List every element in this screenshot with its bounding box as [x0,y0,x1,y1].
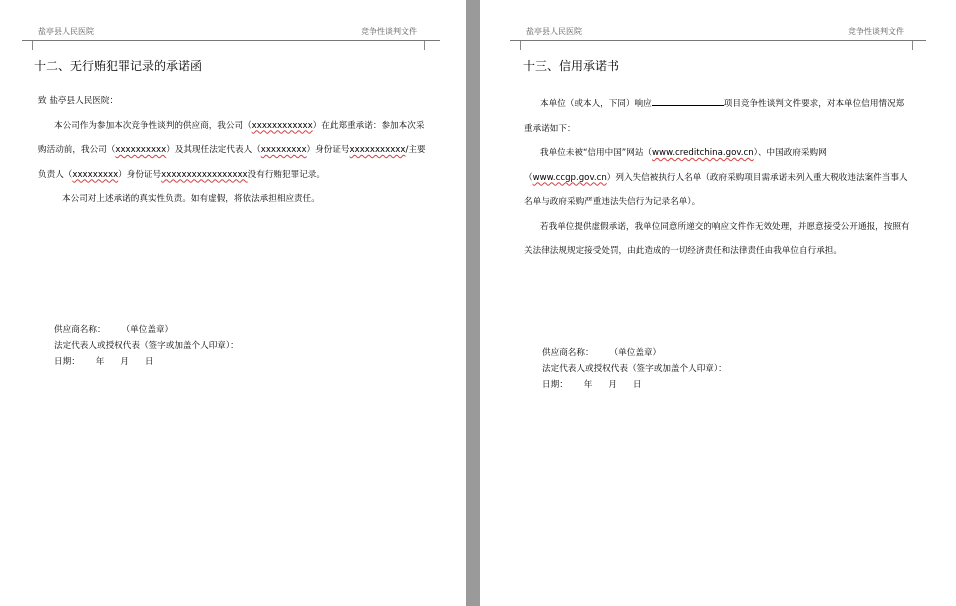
header-left-text: 盐亭县人民医院 [38,27,94,36]
header-right-text: 竞争性谈判文件 [361,27,417,36]
letter-body [38,89,430,212]
paragraph-blacklist: 我单位未被“信用中国”网站（www.creditchina.gov.cn）、中国政府采购网（www.ccgp.gov.cn）列入失信被执行人名单（政府采购项目需承诺未列入重大税收违法案件当事人名单与政府采购严重违法失信行为记录名单）。 [524,148,908,207]
salutation: 致 盐亭县人民医院： [38,96,119,106]
project-name-blank[interactable] [652,96,724,106]
document-page-right [480,0,956,606]
header-rule [22,40,440,41]
crop-mark-top-right [424,40,435,50]
representative-line: 法定代表人或授权代表（签字或加盖个人印章）： [54,341,239,351]
section-title: 十三、信用承诺书 [523,59,620,73]
page-gutter [466,0,480,606]
header-right-text: 竞争性谈判文件 [848,27,904,36]
document-page-left [0,0,466,606]
header-left-text: 盐亭县人民医院 [526,27,582,36]
crop-mark-top-right [912,40,923,50]
header-rule [510,40,926,41]
paragraph-commitment: 本公司作为参加本次竞争性谈判的供应商，我公司（xxxxxxxxxxxx）在此郑重承诺：参加本次采购活动前，我公司（xxxxxxxxxx）及其现任法定代表人（xxxxxxxxx）身份证号xxxxxxxxxxx/主要负责人（xxxxxxxxx）身份证号xxxxxxxxxxxxxxxxx没有行贿犯罪记录。 [38,120,426,180]
paragraph-false-commitment: 若我单位提供虚假承诺，我单位同意所递交的响应文件作无效处理，并愿意接受公开通报，按照有关法律法规规定接受处罚，由此造成的一切经济责任和法律责任由我单位自行承担。 [524,221,910,256]
crop-mark-top-left [510,40,521,50]
representative-line: 法定代表人或授权代表（签字或加盖个人印章）： [542,364,727,374]
supplier-name-line: 供应商名称： （单位盖章） [54,325,174,335]
crop-mark-top-left [22,40,33,50]
signature-block [54,322,239,370]
section-title: 十二、无行贿犯罪记录的承诺函 [34,59,203,73]
supplier-name-line: 供应商名称： （单位盖章） [542,348,662,358]
paragraph-responsibility: 本公司对上述承诺的真实性负责。如有虚假，将依法承担相应责任。 [62,194,320,204]
date-line: 日期： 年 月 日 [54,357,154,367]
signature-block [542,345,727,393]
letter-body [524,92,912,264]
date-line: 日期： 年 月 日 [542,380,642,390]
paragraph-intro: 本单位（或本人，下同）响应 项目竞争性谈判文件要求，对本单位信用情况郑重承诺如下： [524,92,912,141]
